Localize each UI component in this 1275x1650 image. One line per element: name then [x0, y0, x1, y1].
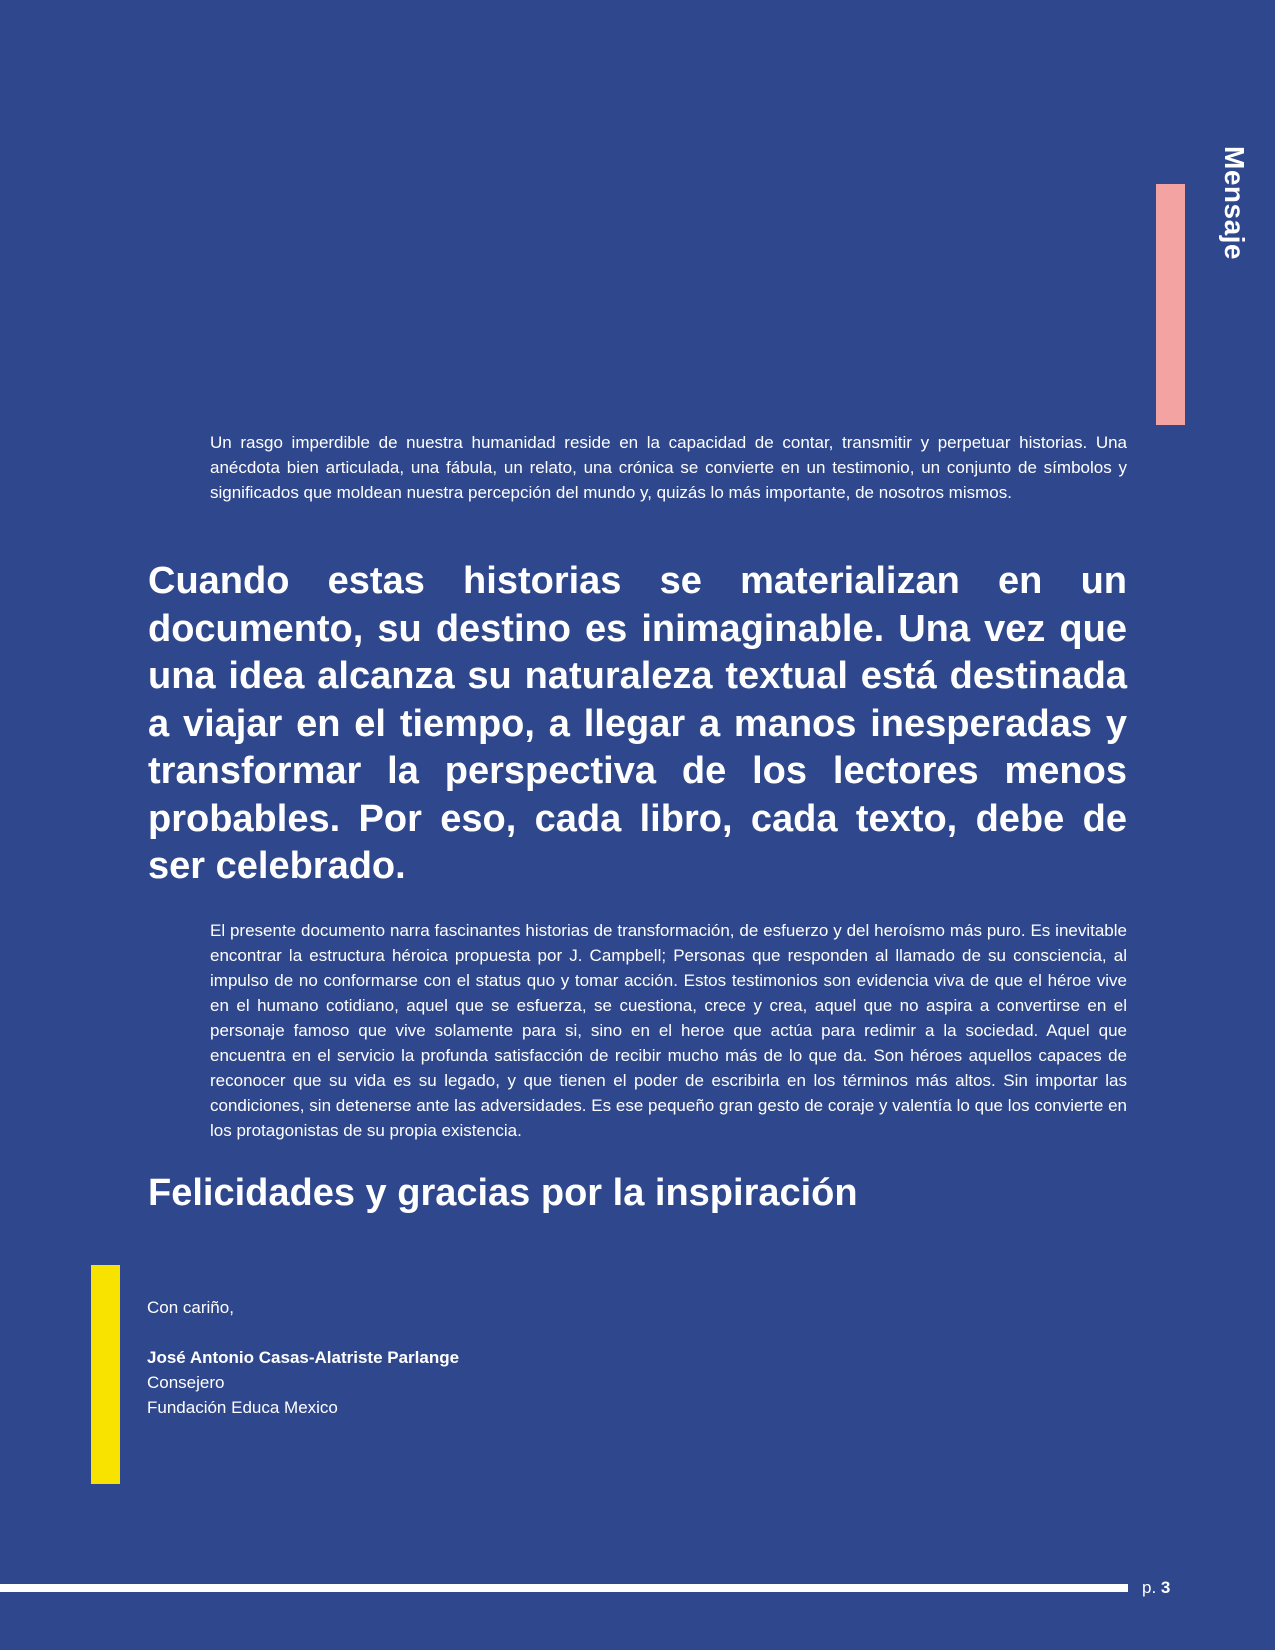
body-paragraph: El presente documento narra fascinantes historias de transformación, de esfuerzo y del heroísmo más puro. Es inevitable encontrar la estructura héroica propuesta por J. Campbell; Personas que responden al llamado de su consciencia, al impulso de no conformarse con el status quo y tomar acción. Estos testimonios son evidencia viva de que el héroe vive en el humano cotidiano, aquel que se esfuerza, se cuestiona, crece y crea, aquel que no aspira a convertirse en el personaje famoso que vive solamente para si, sino en el heroe que actúa para redimir a la sociedad. Aquel que encuentra en el servicio la profunda satisfacción de recibir mucho más de lo que da. Son héroes aquellos capaces de reconocer que su vida es su legado, y que tienen el poder de escribirla en los términos más altos. Sin importar las condiciones, sin detenerse ante las adversidades. Es ese pequeño gran gesto de coraje y valentía lo que los convierte en los protagonistas de su propia existencia.	[210, 921, 1127, 1140]
page-number-prefix: p.	[1142, 1578, 1157, 1597]
pull-quote: Cuando estas historias se materializan en un documento, su destino es inimaginable. Una vez que una idea alcanza su naturaleza textual está destinada a viajar en el tiempo, a llegar a manos inesperadas y transformar la perspectiva de los lectores menos probables. Por eso, cada libro, cada texto, debe de ser celebrado.	[148, 560, 1127, 887]
footer-rule	[0, 1584, 1128, 1592]
section-tab-marker	[1156, 184, 1185, 425]
signature-accent-bar	[91, 1265, 120, 1484]
signature-name: José Antonio Casas-Alatriste Parlange	[147, 1348, 460, 1367]
closing-heading: Felicidades y gracias por la inspiración	[148, 1172, 858, 1214]
signature-greeting: Con cariño,	[147, 1298, 234, 1317]
signature-block	[147, 1295, 459, 1420]
intro-paragraph: Un rasgo imperdible de nuestra humanidad reside en la capacidad de contar, transmitir y perpetuar historias. Una anécdota bien articulada, una fábula, un relato, una crónica se convierte en un testimonio, un conjunto de símbolos y significados que moldean nuestra percepción del mundo y, quizás lo más importante, de nosotros mismos.	[210, 433, 1127, 502]
signature-organization: Fundación Educa Mexico	[147, 1398, 338, 1417]
section-label: Mensaje	[1219, 146, 1250, 260]
page-number-value: 3	[1160, 1578, 1171, 1597]
signature-role: Consejero	[147, 1373, 225, 1392]
page-number	[1142, 1578, 1170, 1598]
